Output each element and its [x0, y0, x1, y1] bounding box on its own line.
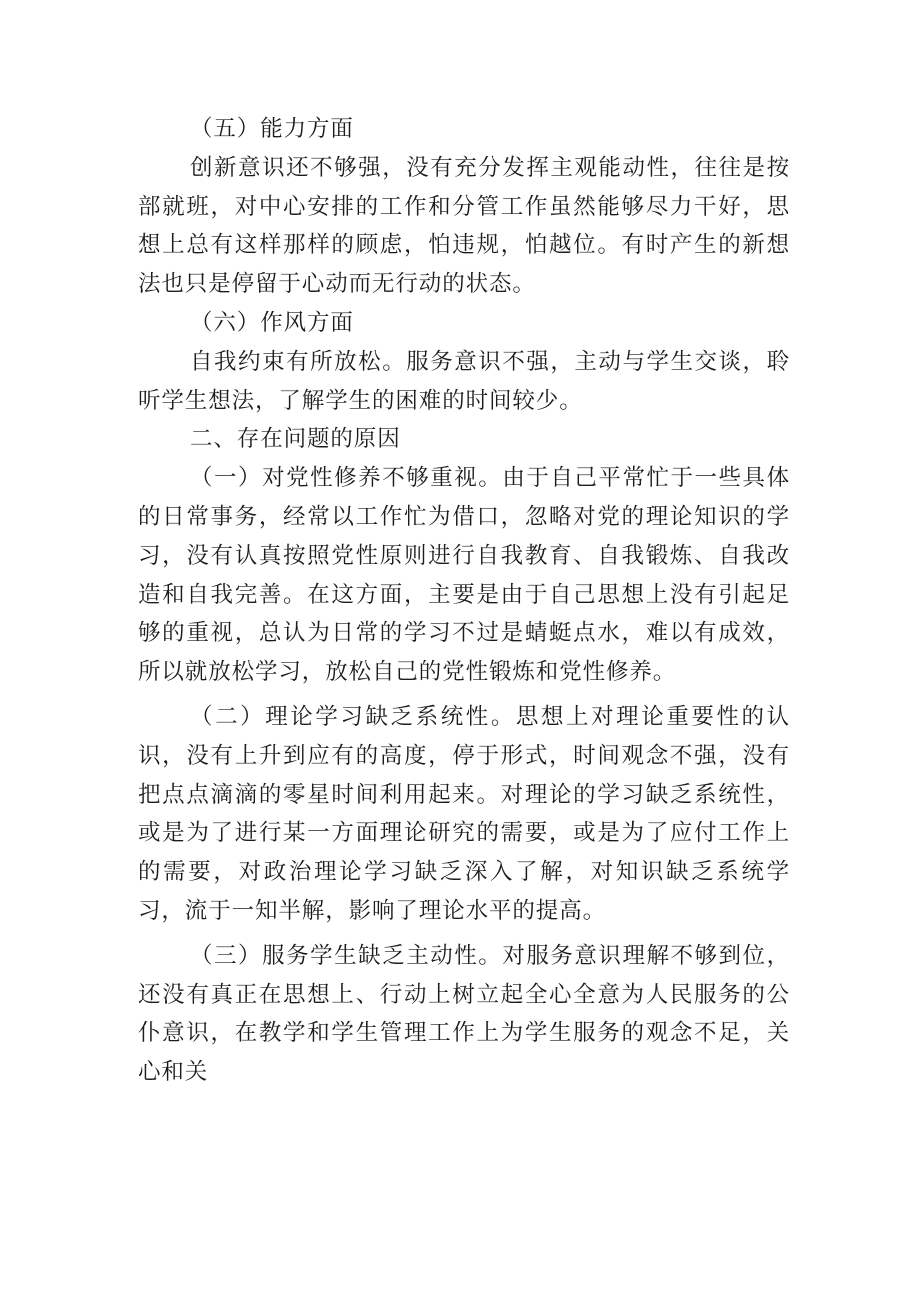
paragraph-cause-2: （二）理论学习缺乏系统性。思想上对理论重要性的认识，没有上升到应有的高度，停于形式，时间观念不强，没有把点点滴滴的零星时间利用起来。对理论的学习缺乏系统性，或是为了进行某一方面理论研究的需要，或是为了应付工作上的需要，对政治理论学习缺乏深入了解，对知识缺乏系统学习，流于一知半解，影响了理论水平的提高。 [138, 703, 790, 924]
paragraph-ability: 创新意识还不够强，没有充分发挥主观能动性，往往是按部就班，对中心安排的工作和分管工作虽然能够尽力干好，思想上总有这样那样的顾虑，怕违规，怕越位。有时产生的新想法也只是停留于心动而无行动的状态。 [138, 154, 790, 298]
paragraph-cause-1: （一）对党性修养不够重视。由于自己平常忙于一些具体的日常事务，经常以工作忙为借口，忽略对党的理论知识的学习，没有认真按照党性原则进行自我教育、自我锻炼、自我改造和自我完善。在这方面，主要是由于自己思想上没有引起足够的重视，总认为日常的学习不过是蜻蜓点水，难以有成效，所以就放松学习，放松自己的党性锻炼和党性修养。 [138, 465, 790, 686]
section-heading-causes: 二、存在问题的原因 [190, 426, 401, 453]
subheading-ability: （五）能力方面 [190, 116, 354, 142]
subheading-style: （六）作风方面 [190, 309, 354, 336]
paragraph-style: 自我约束有所放松。服务意识不强，主动与学生交谈，聆听学生想法，了解学生的困难的时间较少。 [138, 348, 790, 414]
document-body [138, 110, 790, 1092]
paragraph-cause-3: （三）服务学生缺乏主动性。对服务意识理解不够到位，还没有真正在思想上、行动上树立起全心全意为人民服务的公仆意识，在教学和学生管理工作上为学生服务的观念不足，关心和关 [138, 942, 790, 1086]
